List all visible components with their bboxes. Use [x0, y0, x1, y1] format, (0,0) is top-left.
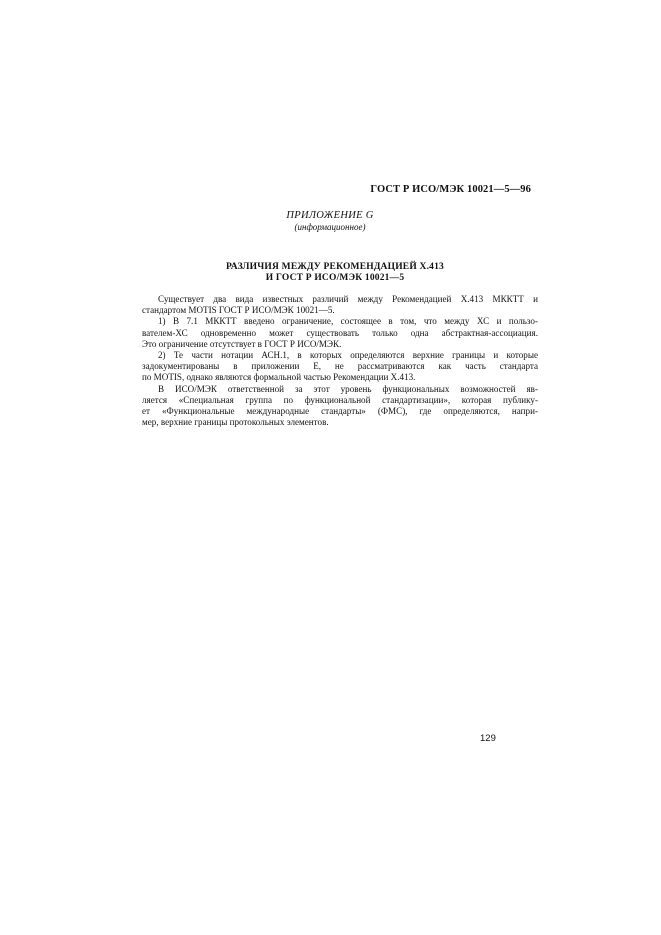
page-number: 129	[480, 733, 496, 744]
section-title-line-2: И ГОСТ Р ИСО/МЭК 10021—5	[265, 273, 405, 283]
appendix-subtitle: (информационное)	[294, 222, 366, 232]
paragraph-4-line-4: мер, верхние границы протокольных элементов.	[142, 417, 329, 428]
paragraph-3-line-3: по MOTIS, однако являются формальной частью Рекомендации X.413.	[142, 372, 416, 383]
paragraph-3-line-1: 2) Те части нотации АСН.1, в которых определяются верхние границы и которые	[158, 349, 538, 360]
paragraph-2-line-3: Это ограничение отсутствует в ГОСТ Р ИСО/МЭК.	[142, 338, 342, 349]
appendix-title: ПРИЛОЖЕНИЕ G	[286, 210, 374, 221]
body-text	[142, 294, 538, 428]
paragraph-1-line-1: Существует два вида известных различий между Рекомендацией X.413 МККТТ и	[158, 294, 538, 304]
paragraph-4-line-1: В ИСО/МЭК ответственной за этот уровень функциональных возможностей яв-	[158, 383, 538, 394]
paragraph-2-line-2: вателем-ХС одновременно может существовать только одна абстрактная-ассоциация.	[142, 327, 538, 338]
section-title-line-1: РАЗЛИЧИЯ МЕЖДУ РЕКОМЕНДАЦИЕЙ X.413	[225, 262, 444, 272]
standard-header: ГОСТ Р ИСО/МЭК 10021—5—96	[370, 184, 531, 195]
paragraph-3-line-2: задокументированы в приложении Е, не рассматриваются как часть стандарта	[142, 361, 538, 372]
paragraph-1-line-2: стандартом MOTIS ГОСТ Р ИСО/МЭК 10021—5.	[142, 305, 335, 316]
paragraph-4-line-2: ляется «Специальная группа по функциональной стандартизации», которая публику-	[142, 394, 538, 405]
paragraph-2-line-1: 1) В 7.1 МККТТ введено ограничение, состоящее в том, что между ХС и пользо-	[158, 316, 538, 327]
paragraph-4-line-3: ет «Функциональные международные стандарты» (ФМС), где определяются, напри-	[142, 405, 538, 416]
